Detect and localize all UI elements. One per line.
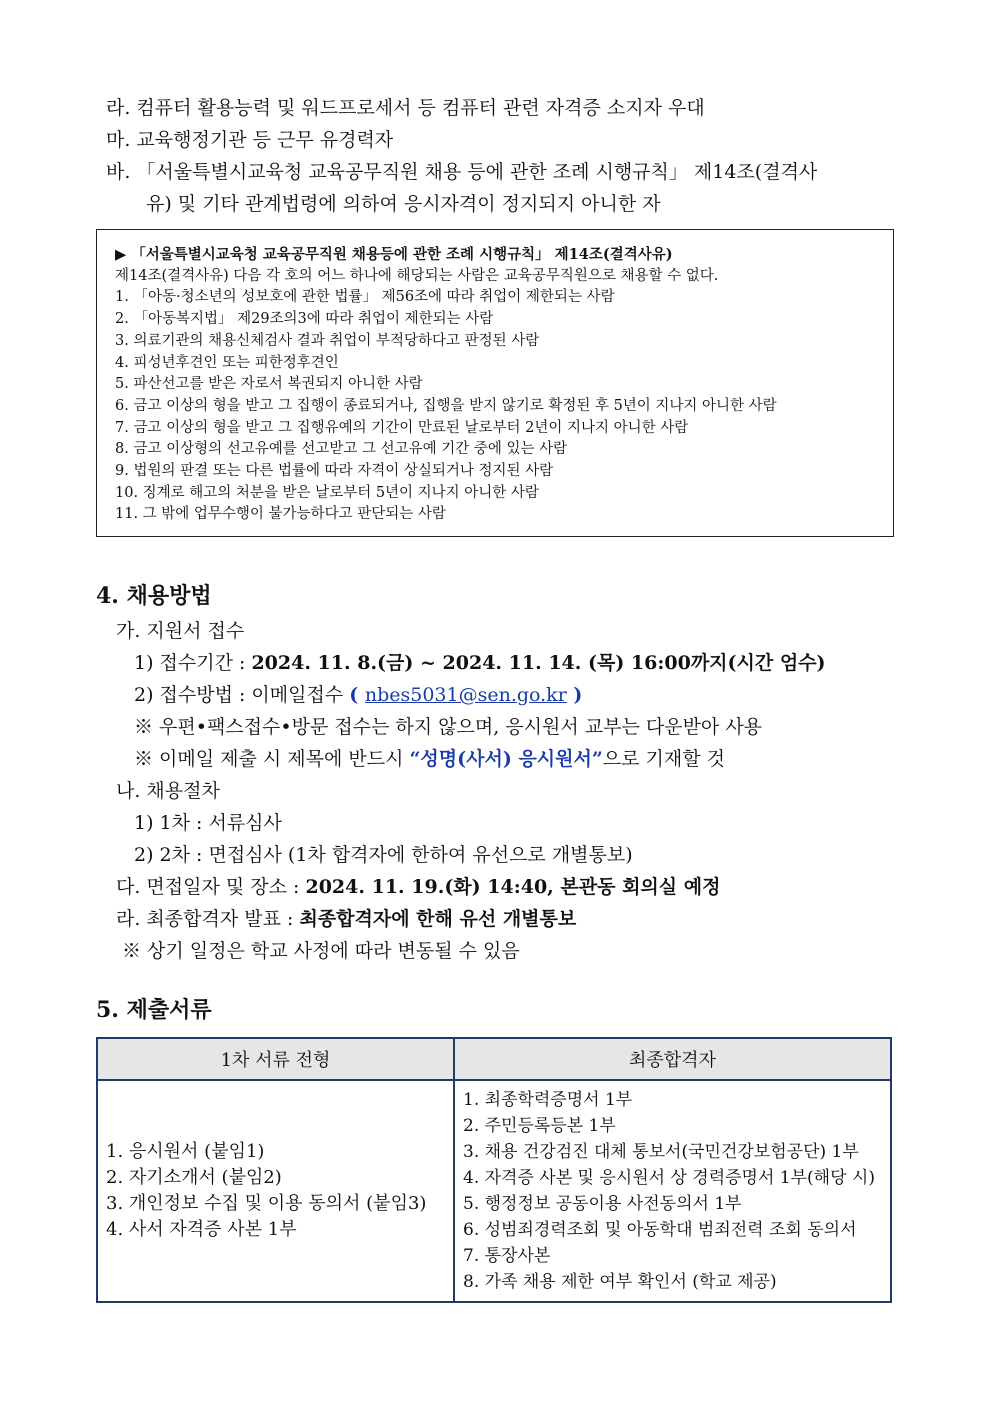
col1-header: 1차 서류 전형 xyxy=(97,1038,454,1080)
box-item: 11. 그 밖에 업무수행이 불가능하다고 판단되는 사람 xyxy=(115,506,446,523)
list-item: 5. 행정정보 공동이용 사전동의서 1부 xyxy=(463,1194,742,1214)
box-item: 3. 의료기관의 채용신체검사 결과 취업이 부적당하다고 판정된 사람 xyxy=(115,332,540,349)
box-item: 7. 금고 이상의 형을 받고 그 집행유예의 기간이 만료된 날로부터 2년이 지나지 아니한 사람 xyxy=(115,419,689,436)
box-item: 9. 법원의 판결 또는 다른 법률에 따라 자격이 상실되거나 정지된 사람 xyxy=(115,463,554,480)
item-ra: 라. 컴퓨터 활용능력 및 워드프로세서 등 컴퓨터 관련 자격증 소지자 우대 xyxy=(106,97,705,119)
section4-period xyxy=(134,650,826,676)
period-value: 2024. 11. 8.(금) ~ 2024. 11. 14. (목) 16:00까지(시간 엄수) xyxy=(251,652,826,674)
list-item: 4. 사서 자격증 사본 1부 xyxy=(106,1219,297,1240)
box-item: 8. 금고 이상형의 선고유예를 선고받고 그 선고유예 기간 중에 있는 사람 xyxy=(115,441,568,458)
list-item: 2. 자기소개서 (붙임2) xyxy=(106,1167,282,1188)
email-link[interactable]: nbes5031@sen.go.kr xyxy=(364,684,567,706)
note2-emphasis: “성명(사서) 응시원서” xyxy=(409,748,603,770)
list-item: 8. 가족 채용 제한 여부 확인서 (학교 제공) xyxy=(463,1272,777,1292)
table-row xyxy=(97,1080,891,1302)
ra-label: 라. 최종합격자 발표 : xyxy=(116,908,300,930)
documents-table xyxy=(96,1037,892,1303)
note2-pre: ※ 이메일 제출 시 제목에 반드시 xyxy=(134,748,410,770)
box-item: 1. 「아동·청소년의 성보호에 관한 법률」 제56조에 따라 취업이 제한되는 사람 xyxy=(115,289,615,306)
col2-cell xyxy=(454,1080,891,1302)
note2-post: 으로 기재할 것 xyxy=(602,748,726,770)
section4-step1: 1) 1차 : 서류심사 xyxy=(134,812,282,834)
list-item: 3. 개인정보 수집 및 이용 동의서 (붙임3) xyxy=(106,1193,427,1214)
method-close: ) xyxy=(566,684,583,706)
method-label: 2) 접수방법 : 이메일접수 xyxy=(134,684,350,706)
box-intro: 제14조(결격사유) 다음 각 호의 어느 하나에 해당되는 사람은 교육공무직원으로 채용할 수 없다. xyxy=(115,267,719,284)
box-title: ▶ 「서울특별시교육청 교육공무직원 채용등에 관한 조례 시행규칙」 제14조(결격사유) xyxy=(115,246,673,263)
item-ba-line1: 바. 「서울특별시교육청 교육공무직원 채용 등에 관한 조례 시행규칙」 제14조(결격사 xyxy=(106,161,818,183)
list-item: 6. 성범죄경력조회 및 아동학대 범죄전력 조회 동의서 xyxy=(463,1220,857,1240)
list-item: 1. 응시원서 (붙임1) xyxy=(106,1141,265,1162)
section4-note3: ※ 상기 일정은 학교 사정에 따라 변동될 수 있음 xyxy=(122,940,520,962)
section4-ra xyxy=(116,906,576,932)
box-item: 5. 파산선고를 받은 자로서 복권되지 아니한 사람 xyxy=(115,376,423,393)
box-item: 2. 「아동복지법」 제29조의3에 따라 취업이 제한되는 사람 xyxy=(115,311,494,328)
section5-heading: 5. 제출서류 xyxy=(96,997,212,1023)
table-header-row xyxy=(97,1038,891,1080)
item-ba-line2: 유) 및 기타 관계법령에 의하여 응시자격이 정지되지 아니한 자 xyxy=(146,193,661,215)
period-label: 1) 접수기간 : xyxy=(134,652,252,674)
list-item: 1. 최종학력증명서 1부 xyxy=(463,1090,633,1110)
col1-cell xyxy=(97,1080,454,1302)
section4-na: 나. 채용절차 xyxy=(116,780,220,802)
disqualification-box xyxy=(96,229,894,537)
list-item: 7. 통장사본 xyxy=(463,1246,551,1266)
col2-header: 최종합격자 xyxy=(454,1038,891,1080)
section4-note2 xyxy=(134,746,725,772)
method-open: ( xyxy=(349,684,365,706)
box-item: 6. 금고 이상의 형을 받고 그 집행이 종료되거나, 집행을 받지 않기로 확정된 후 5년이 지나지 아니한 사람 xyxy=(115,397,777,414)
box-item: 10. 징계로 해고의 처분을 받은 날로부터 5년이 지나지 아니한 사람 xyxy=(115,484,539,501)
section4-note1: ※ 우편•팩스접수•방문 접수는 하지 않으며, 응시원서 교부는 다운받아 사용 xyxy=(134,716,763,738)
da-value: 2024. 11. 19.(화) 14:40, 본관동 회의실 예정 xyxy=(305,876,721,898)
list-item: 3. 채용 건강검진 대체 통보서(국민건강보험공단) 1부 xyxy=(463,1142,859,1162)
list-item: 2. 주민등록등본 1부 xyxy=(463,1116,616,1136)
list-item: 4. 자격증 사본 및 응시원서 상 경력증명서 1부(해당 시) xyxy=(463,1168,875,1188)
ra-value: 최종합격자에 한해 유선 개별통보 xyxy=(299,908,577,930)
box-item: 4. 피성년후견인 또는 피한정후견인 xyxy=(115,354,339,371)
item-ma: 마. 교육행정기관 등 근무 유경력자 xyxy=(106,129,394,151)
section4-step2: 2) 2차 : 면접심사 (1차 합격자에 한하여 유선으로 개별통보) xyxy=(134,844,633,866)
section4-method xyxy=(134,682,582,708)
section4-heading: 4. 채용방법 xyxy=(96,583,212,609)
section4-ga: 가. 지원서 접수 xyxy=(116,620,245,642)
da-label: 다. 면접일자 및 장소 : xyxy=(116,876,306,898)
section4-da xyxy=(116,874,720,900)
